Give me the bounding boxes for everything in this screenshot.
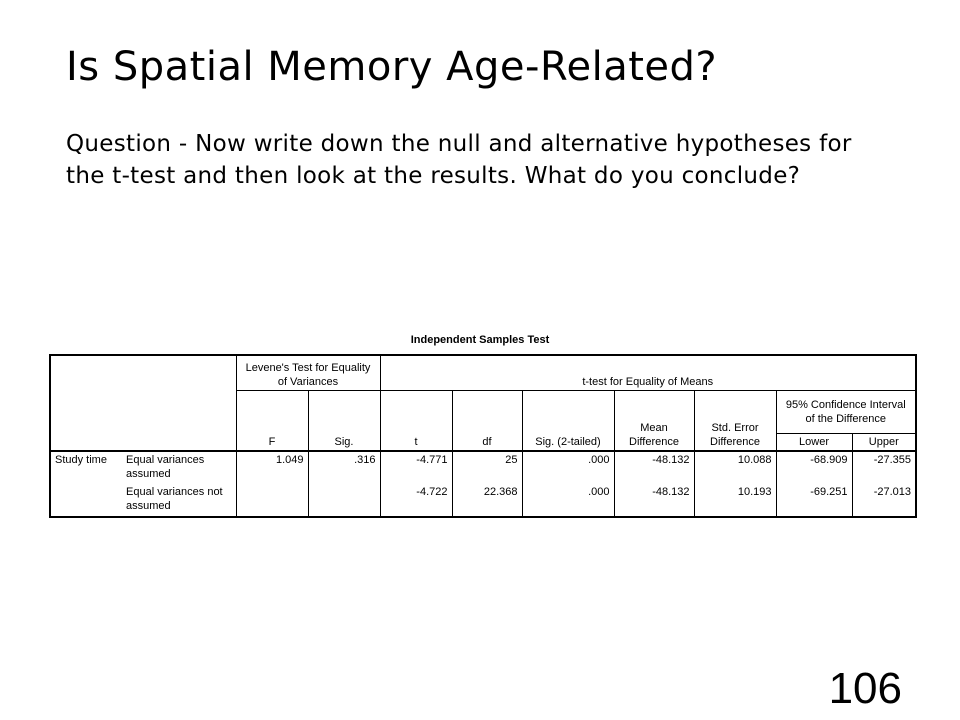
- slide-title: Is Spatial Memory Age-Related?: [66, 44, 718, 90]
- cell-lower: -69.251: [776, 484, 852, 517]
- variable-label: Study time: [50, 451, 122, 517]
- cell-df: 22.368: [452, 484, 522, 517]
- cell-upper: -27.355: [852, 451, 916, 484]
- col-header-std-error-difference: Std. Error Difference: [694, 391, 776, 452]
- table-row: [50, 484, 916, 517]
- table-title: Independent Samples Test: [410, 334, 550, 346]
- cell-f: [236, 484, 308, 517]
- table-row: [50, 451, 916, 484]
- col-header-upper: Upper: [852, 434, 916, 452]
- ci-header: 95% Confidence Interval of the Difference: [776, 391, 916, 434]
- ttest-header: t-test for Equality of Means: [380, 355, 916, 391]
- question-text: Question - Now write down the null and alternative hypotheses for the t-test and then look at the results. What do you conclude?: [66, 131, 852, 189]
- cell-sig: [308, 484, 380, 517]
- cell-t: -4.722: [380, 484, 452, 517]
- cell-sig: .316: [308, 451, 380, 484]
- col-header-df: df: [452, 391, 522, 452]
- cell-t: -4.771: [380, 451, 452, 484]
- col-header-t: t: [380, 391, 452, 452]
- cell-lower: -68.909: [776, 451, 852, 484]
- independent-samples-test-table: [49, 354, 917, 518]
- col-header-sig: Sig.: [308, 391, 380, 452]
- cell-sig-2-tailed: .000: [522, 484, 614, 517]
- row-label: Equal variances not assumed: [122, 484, 236, 517]
- cell-upper: -27.013: [852, 484, 916, 517]
- row-label: Equal variances assumed: [122, 451, 236, 484]
- header-blank-cell: [50, 355, 236, 451]
- cell-sig-2-tailed: .000: [522, 451, 614, 484]
- cell-mean-difference: -48.132: [614, 484, 694, 517]
- cell-df: 25: [452, 451, 522, 484]
- col-header-sig-2-tailed: Sig. (2-tailed): [522, 391, 614, 452]
- col-header-lower: Lower: [776, 434, 852, 452]
- page-number: 106: [828, 664, 902, 713]
- cell-mean-difference: -48.132: [614, 451, 694, 484]
- cell-std-error-difference: 10.088: [694, 451, 776, 484]
- cell-std-error-difference: 10.193: [694, 484, 776, 517]
- levene-header: Levene's Test for Equality of Variances: [236, 355, 380, 391]
- cell-f: 1.049: [236, 451, 308, 484]
- col-header-f: F: [236, 391, 308, 452]
- col-header-mean-difference: Mean Difference: [614, 391, 694, 452]
